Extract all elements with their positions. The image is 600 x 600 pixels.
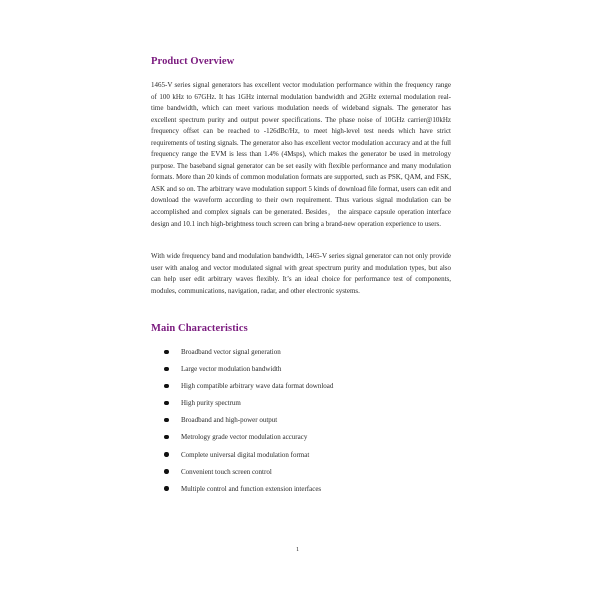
- list-item-text: Broadband vector signal generation: [181, 348, 281, 356]
- list-item: [164, 398, 333, 415]
- characteristics-list: [164, 347, 333, 501]
- list-item-text: Complete universal digital modulation format: [181, 450, 310, 459]
- bullet-icon: [164, 469, 169, 474]
- list-item-text: High compatible arbitrary wave data format download: [181, 382, 334, 391]
- bullet-icon: [164, 401, 169, 406]
- list-item: [164, 467, 333, 484]
- list-item: [164, 432, 333, 449]
- list-item-text: Metrology grade vector modulation accuracy: [181, 433, 308, 442]
- product-overview-heading: Product Overview: [151, 56, 235, 67]
- overview-paragraph-2: With wide frequency band and modulation bandwidth, 1465-V series signal generator can not only provide user with analog and vector modulated signal with great spectrum purity and modulation types, but also can help user edit arbitrary waves flexibly. It’s an ideal choice for performance test of components, modules, communications, navigation, radar, and other electronic systems.: [151, 252, 451, 295]
- list-item: [164, 484, 333, 501]
- list-item: [164, 450, 333, 467]
- list-item-text: Broadband and high-power output: [181, 416, 278, 425]
- main-characteristics-heading: Main Characteristics: [151, 323, 248, 334]
- list-item: [164, 415, 333, 432]
- page-number: 1: [296, 546, 300, 553]
- list-item-text: Large vector modulation bandwidth: [181, 365, 282, 374]
- overview-paragraph-1: 1465-V series signal generators has excellent vector modulation performance within the frequency range of 100 kHz to 67GHz. It has 1GHz internal modulation bandwidth and 2GHz external modulation real-time bandwidth, which can meet various modulation needs of wideband signals. The generator has excellent spectrum purity and output power specifications. The phase noise of 10GHz carrier@10kHz frequency offset can be reached to -126dBc/Hz, to meet high-level test needs which have strict requirements of testing signals. The generator also has excellent vector modulation accuracy and at the full frequency range the EVM is less than 1.4% (4Msps), which makes the generator be used in metrology purpose. The baseband signal generator can be set easily with flexible performance and many modulation formats. More than 20 kinds of common modulation formats are supported, such as PSK, QAM, and FSK, ASK and so on. The arbitrary wave modulation support 5 kinds of download file format, users can edit and download the waveform according to their own requirement. Thus various signal modulation can be accomplished and complex signals can be generated. Besides， the airspace capsule operation interface design and 10.1 inch high-brightness touch screen can bring a brand-new operation experience to users.: [151, 81, 451, 228]
- list-item-text: Multiple control and function extension interfaces: [181, 484, 322, 493]
- bullet-icon: [164, 486, 169, 491]
- list-item: [164, 364, 333, 381]
- bullet-icon: [164, 350, 169, 355]
- bullet-icon: [164, 384, 169, 389]
- list-item-text: Convenient touch screen control: [181, 467, 272, 476]
- bullet-icon: [164, 435, 169, 440]
- bullet-icon: [164, 418, 169, 423]
- list-item-text: High purity spectrum: [181, 399, 241, 408]
- list-item: [164, 381, 333, 398]
- list-item: [164, 347, 333, 364]
- bullet-icon: [164, 452, 169, 457]
- bullet-icon: [164, 367, 169, 372]
